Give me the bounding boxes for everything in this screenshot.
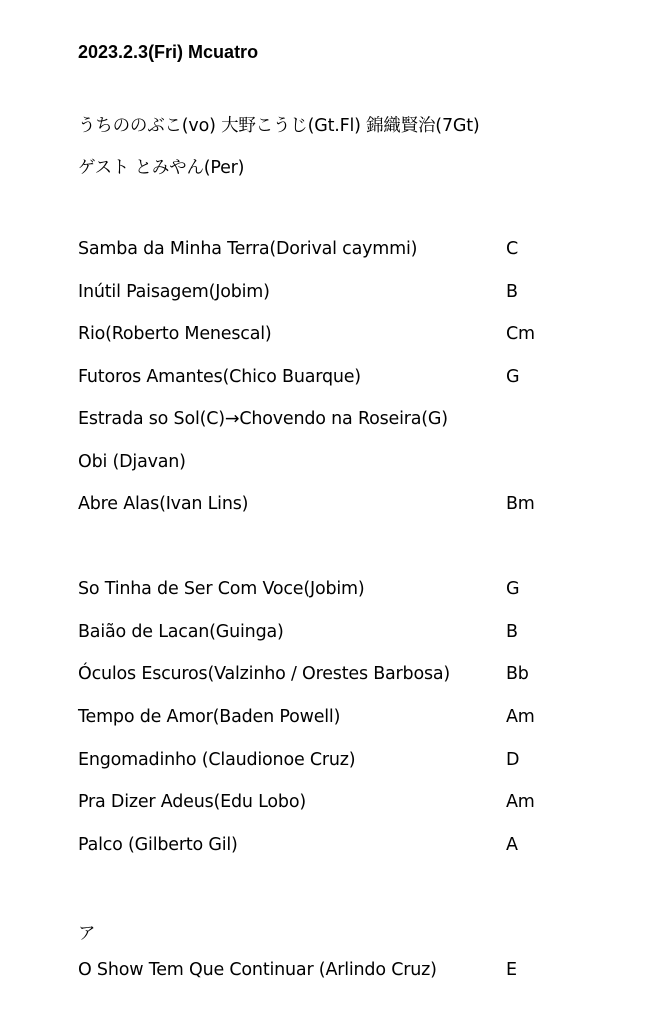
song-title: Engomadinho (Claudionoe Cruz) bbox=[78, 750, 356, 770]
setlist-item bbox=[78, 494, 598, 518]
song-title: Pra Dizer Adeus(Edu Lobo) bbox=[78, 792, 306, 812]
song-key: C bbox=[506, 239, 519, 259]
encore-label: ア bbox=[78, 924, 96, 944]
song-title: Óculos Escuros(Valzinho / Orestes Barbosa) bbox=[78, 664, 451, 684]
setlist-item bbox=[78, 960, 598, 984]
song-title: Samba da Minha Terra(Dorival caymmi) bbox=[78, 239, 418, 259]
setlist-item bbox=[78, 367, 598, 391]
song-title: Abre Alas(Ivan Lins) bbox=[78, 494, 249, 514]
song-key: Am bbox=[506, 792, 535, 812]
song-key: Am bbox=[506, 707, 535, 727]
setlist-item bbox=[78, 282, 598, 306]
song-key: G bbox=[506, 367, 520, 387]
song-key: D bbox=[506, 750, 520, 770]
song-key: B bbox=[506, 622, 518, 642]
setlist-item bbox=[78, 707, 598, 731]
setlist-item bbox=[78, 324, 598, 348]
setlist-item bbox=[78, 409, 598, 433]
song-key: E bbox=[506, 960, 517, 980]
song-key: B bbox=[506, 282, 518, 302]
setlist-item bbox=[78, 239, 598, 263]
setlist-item bbox=[78, 622, 598, 646]
setlist-item bbox=[78, 664, 598, 688]
setlist-item bbox=[78, 579, 598, 603]
setlist-item bbox=[78, 750, 598, 774]
performers-line: うちののぶこ(vo) 大野こうじ(Gt.Fl) 錦織賢治(7Gt) bbox=[78, 116, 480, 136]
song-title: Estrada so Sol(C)→Chovendo na Roseira(G) bbox=[78, 409, 448, 429]
guest-line: ゲスト とみやん(Per) bbox=[78, 158, 245, 178]
song-key: G bbox=[506, 579, 520, 599]
song-title: Rio(Roberto Menescal) bbox=[78, 324, 272, 344]
song-title: Futoros Amantes(Chico Buarque) bbox=[78, 367, 361, 387]
song-title: Obi (Djavan) bbox=[78, 452, 186, 472]
song-title: Tempo de Amor(Baden Powell) bbox=[78, 707, 341, 727]
song-key: Bm bbox=[506, 494, 535, 514]
song-title: Inútil Paisagem(Jobim) bbox=[78, 282, 270, 302]
song-key: A bbox=[506, 835, 518, 855]
setlist-item bbox=[78, 452, 598, 476]
song-title: Palco (Gilberto Gil) bbox=[78, 835, 238, 855]
song-title: O Show Tem Que Continuar (Arlindo Cruz) bbox=[78, 960, 437, 980]
song-title: So Tinha de Ser Com Voce(Jobim) bbox=[78, 579, 365, 599]
song-key: Cm bbox=[506, 324, 535, 344]
setlist-item bbox=[78, 835, 598, 859]
song-title: Baião de Lacan(Guinga) bbox=[78, 622, 284, 642]
setlist-item bbox=[78, 792, 598, 816]
page-title: 2023.2.3(Fri) Mcuatro bbox=[78, 42, 259, 62]
song-key: Bb bbox=[506, 664, 529, 684]
